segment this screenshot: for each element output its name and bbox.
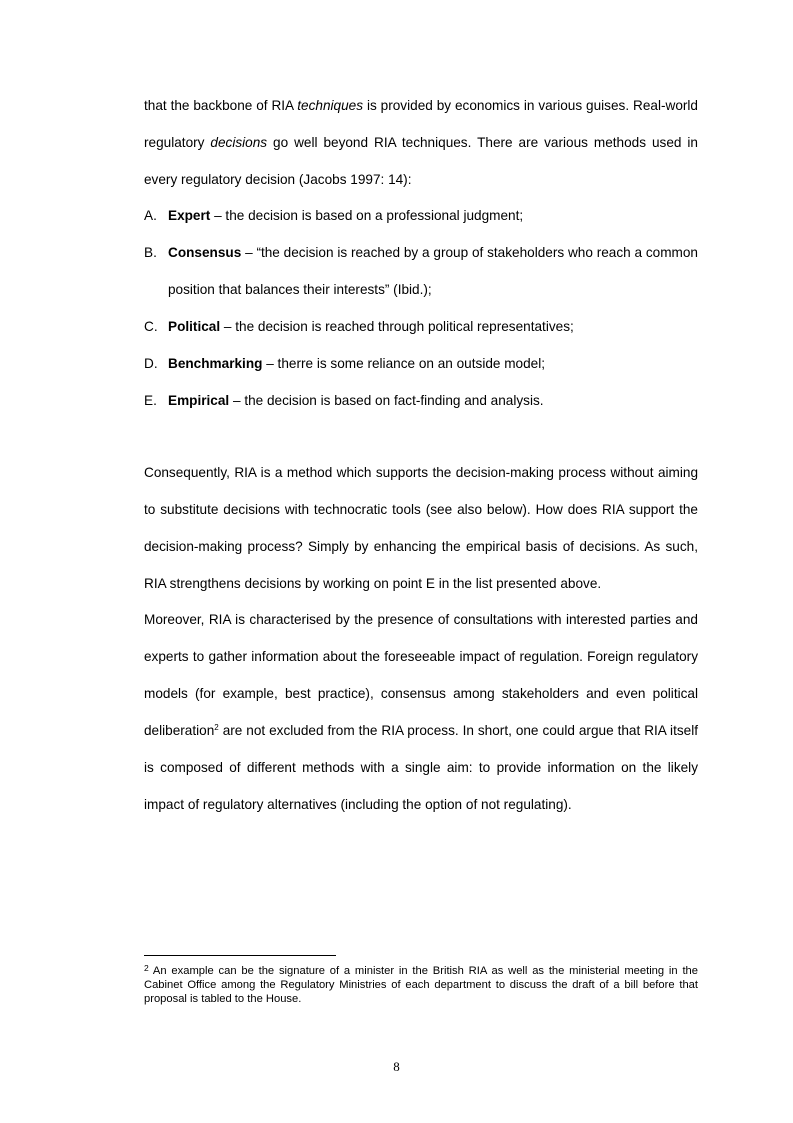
moreover-text-1: Moreover, RIA is characterised by the presence of consultations with interested parties and experts to gather information about the foreseeable impact of regulation. Foreign regulatory models (for example, best practice), consensus among stakeholders and even political deliberation: [144, 612, 698, 738]
list-text: – the decision is based on fact-finding and analysis.: [229, 393, 544, 408]
page-number: 8: [393, 1059, 400, 1074]
list-item: [144, 382, 698, 419]
footnote-text: An example can be the signature of a minister in the British RIA as well as the ministerial meeting in the Cabinet Office among the Regulatory Ministries of each department to discuss the draft of a bill before that proposal is tabled to the House.: [144, 965, 698, 1005]
list-term: Benchmarking: [168, 356, 263, 371]
intro-text-3: go well beyond RIA techniques. There are various methods used in every regulatory decision (Jacobs 1997: 14):: [144, 135, 698, 187]
decision-methods-list: [144, 197, 698, 419]
list-marker: C.: [144, 319, 158, 334]
list-text: – the decision is based on a professional judgment;: [210, 208, 524, 223]
list-text: – “the decision is reached by a group of stakeholders who reach a common position that balances their interests” (Ibid.);: [168, 245, 698, 297]
moreover-text-2: are not excluded from the RIA process. In short, one could argue that RIA itself is composed of different methods with a single aim: to provide information on the likely impact of regulatory alternatives (including the option of not regulating).: [144, 723, 698, 812]
intro-emphasis-techniques: techniques: [297, 98, 364, 113]
list-marker: D.: [144, 356, 158, 371]
moreover-paragraph: [144, 601, 698, 823]
list-text: – therre is some reliance on an outside model;: [262, 356, 546, 371]
list-marker: E.: [144, 393, 157, 408]
intro-emphasis-decisions: decisions: [210, 135, 268, 150]
list-item: [144, 345, 698, 382]
list-term: Expert: [168, 208, 211, 223]
intro-text-2: is provided by economics in various guises. Real-world regulatory: [144, 98, 698, 150]
list-marker: B.: [144, 245, 157, 260]
list-item: [144, 234, 698, 308]
footnote: [144, 964, 698, 1006]
list-item: [144, 308, 698, 345]
list-text: – the decision is reached through political representatives;: [220, 319, 574, 334]
intro-text-1: that the backbone of RIA: [144, 98, 298, 113]
footnote-number: 2: [144, 963, 149, 973]
list-term: Consensus: [168, 245, 242, 260]
consequently-paragraph: Consequently, RIA is a method which supports the decision-making process without aiming to substitute decisions with technocratic tools (see also below). How does RIA support the decision-making process? Simply by enhancing the empirical basis of decisions. As such, RIA strengthens decisions by working on point E in the list presented above.: [144, 465, 698, 591]
list-item: [144, 197, 698, 234]
list-term: Empirical: [168, 393, 230, 408]
footnote-reference[interactable]: 2: [214, 723, 219, 732]
footnote-separator: [144, 955, 336, 956]
list-term: Political: [168, 319, 221, 334]
intro-paragraph: [144, 87, 698, 198]
list-marker: A.: [144, 208, 157, 223]
